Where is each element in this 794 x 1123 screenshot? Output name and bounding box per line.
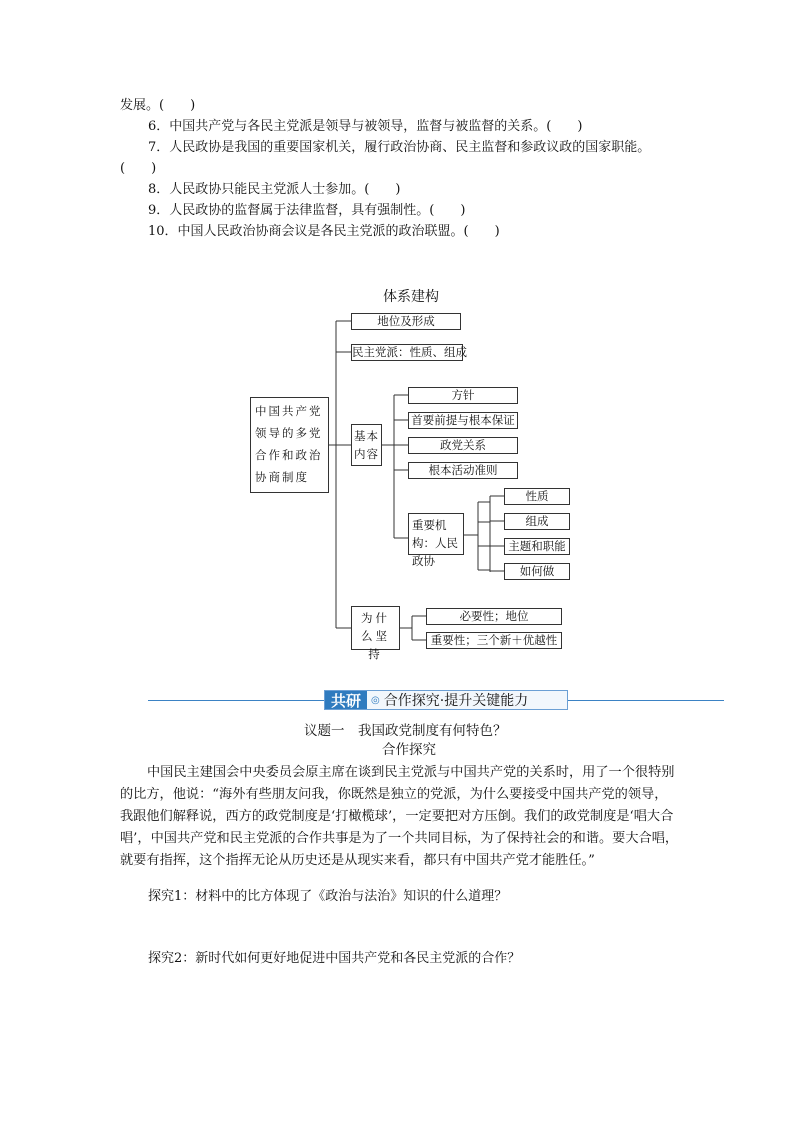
list-item: 10．中国人民政治协商会议是各民主党派的政治联盟。( ) <box>148 224 500 239</box>
diagram-node-institution-child: 组成 <box>504 513 570 530</box>
diagram-node-basic-child: 首要前提与根本保证 <box>408 412 518 429</box>
list-item: 8．人民政协只能民主党派人士参加。( ) <box>148 182 401 197</box>
diagram-root: 中国共产党领导的多党合作和政治协商制度 <box>250 397 329 493</box>
topic-subheading: 合作探究 <box>382 742 436 758</box>
list-item: 7．人民政协是我国的重要国家机关，履行政治协商、民主监督和参政议政的国家职能。 <box>148 140 651 155</box>
list-item: 9．人民政协的监督属于法律监督，具有强制性。( ) <box>148 203 466 218</box>
section-banner <box>324 690 568 710</box>
banner-title: 合作探究·提升关键能力 <box>383 693 529 709</box>
diagram-node-basic: 基本内容 <box>351 424 382 466</box>
diagram-node-institution-child: 性质 <box>504 488 570 505</box>
diagram-node-institution-child: 如何做 <box>504 563 570 580</box>
material-paragraph: 中国民主建国会中央委员会原主席在谈到民主党派与中国共产党的关系时，用了一个很特别的比方，他说：“海外有些朋友问我，你既然是独立的党派，为什么要接受中国共产党的领导，我跟他们解释说，西方的政党制度是‘打橄榄球’，一定要把对方压倒。我们的政党制度是‘唱大合唱’，中国共产党和民主党派的合作共事是为了一个共同目标，为了保持社会的和谐。要大合唱，就要有指挥，这个指挥无论从历史还是从现实来看，都只有中国共产党才能胜任。” <box>120 765 679 868</box>
banner-dot-icon: ◎ <box>371 694 380 706</box>
diagram-title: 体系建构 <box>383 289 439 305</box>
diagram-node-basic-child: 方针 <box>408 387 518 404</box>
diagram-node-basic-child: 根本活动准则 <box>408 462 518 479</box>
question-1: 探究1：材料中的比方体现了《政治与法治》知识的什么道理？ <box>148 889 508 904</box>
list-item: 6．中国共产党与各民主党派是领导与被领导，监督与被监督的关系。( ) <box>148 119 583 134</box>
list-item: ( ) <box>120 161 157 176</box>
diagram-node-why-child: 必要性；地位 <box>426 608 562 625</box>
diagram-node-position: 地位及形成 <box>351 313 461 330</box>
banner-rule-right <box>568 700 724 701</box>
banner-tag: 共研 <box>325 691 367 709</box>
list-item: 发展。( ) <box>120 98 196 113</box>
diagram-node-why-child: 重要性；三个新＋优越性 <box>426 632 562 649</box>
diagram-node-why: 为什么坚持 <box>351 606 400 650</box>
banner-rule-left <box>148 700 324 701</box>
diagram-node-parties: 民主党派：性质、组成 <box>352 345 467 359</box>
diagram-node-basic-child: 政党关系 <box>408 437 518 454</box>
diagram-node-institution: 重要机构：人民政协 <box>408 513 464 555</box>
question-2: 探究2：新时代如何更好地促进中国共产党和各民主党派的合作？ <box>148 951 521 966</box>
topic-heading: 议题一 我国政党制度有何特色？ <box>304 723 507 739</box>
diagram-node-institution-child: 主题和职能 <box>504 538 570 555</box>
